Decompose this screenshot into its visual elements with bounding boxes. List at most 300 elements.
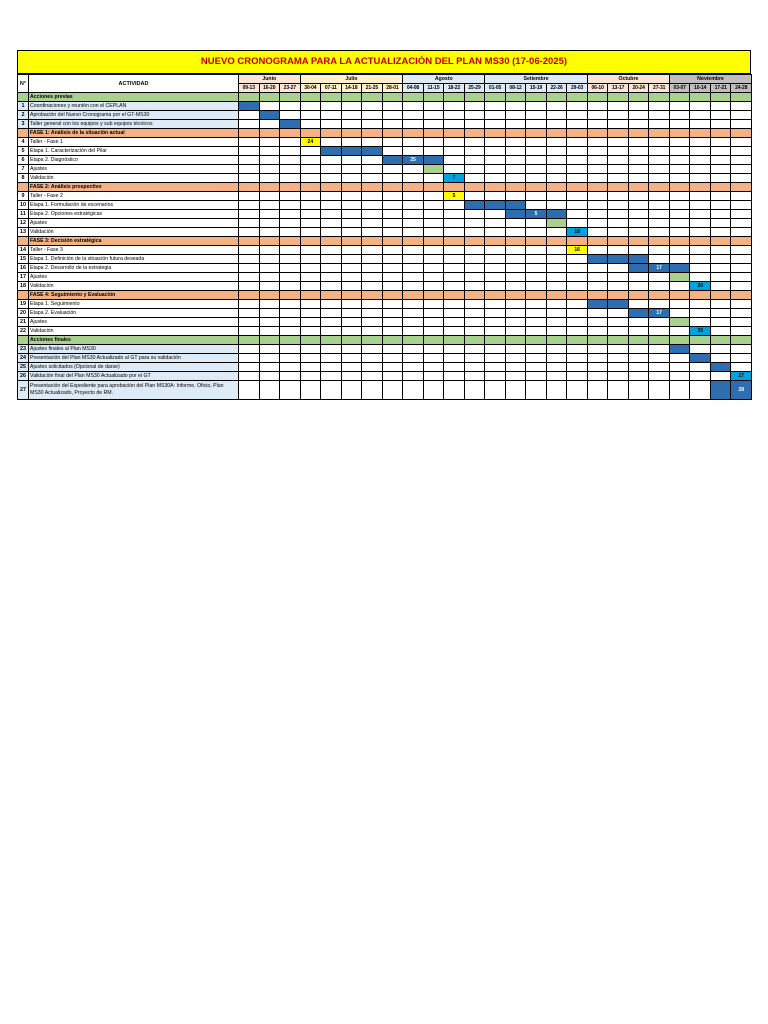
gantt-empty-cell [710, 354, 731, 363]
gantt-bar-cell [710, 381, 731, 400]
gantt-empty-cell [423, 273, 444, 282]
gantt-empty-cell [731, 363, 752, 372]
gantt-empty-cell [669, 192, 690, 201]
gantt-empty-cell [280, 318, 301, 327]
gantt-empty-cell [526, 363, 547, 372]
gantt-empty-cell [731, 264, 752, 273]
gantt-empty-cell [239, 291, 260, 300]
gantt-empty-cell [710, 345, 731, 354]
gantt-empty-cell [341, 372, 362, 381]
gantt-empty-cell [239, 120, 260, 129]
gantt-empty-cell [362, 228, 383, 237]
activity-label: Taller - Fase 3 [29, 246, 239, 255]
gantt-empty-cell [628, 381, 649, 400]
gantt-empty-cell [403, 129, 424, 138]
gantt-empty-cell [321, 111, 342, 120]
month-header: Noviembre [669, 75, 751, 84]
gantt-empty-cell [341, 183, 362, 192]
gantt-bar-cell [669, 273, 690, 282]
gantt-empty-cell [587, 129, 608, 138]
gantt-empty-cell [567, 327, 588, 336]
gantt-empty-cell [382, 201, 403, 210]
gantt-empty-cell [505, 381, 526, 400]
gantt-bar-cell [628, 309, 649, 318]
activity-label: Ajustes [29, 318, 239, 327]
gantt-empty-cell [423, 237, 444, 246]
gantt-bar-cell [710, 363, 731, 372]
gantt-empty-cell [505, 165, 526, 174]
gantt-empty-cell [321, 273, 342, 282]
row-number: 4 [18, 138, 29, 147]
gantt-bar-cell [341, 147, 362, 156]
gantt-empty-cell [587, 309, 608, 318]
gantt-empty-cell [321, 327, 342, 336]
gantt-empty-cell [649, 282, 670, 291]
gantt-empty-cell [341, 309, 362, 318]
gantt-empty-cell [485, 309, 506, 318]
gantt-empty-cell [362, 246, 383, 255]
gantt-empty-cell [239, 174, 260, 183]
row-number: 7 [18, 165, 29, 174]
gantt-empty-cell [239, 354, 260, 363]
gantt-empty-cell [649, 156, 670, 165]
gantt-empty-cell [505, 102, 526, 111]
gantt-empty-cell [444, 291, 465, 300]
week-header: 30-04 [300, 84, 321, 93]
gantt-empty-cell [649, 102, 670, 111]
gantt-empty-cell [300, 174, 321, 183]
week-header: 28-01 [382, 84, 403, 93]
gantt-empty-cell [321, 291, 342, 300]
gantt-empty-cell [382, 300, 403, 309]
gantt-empty-cell [321, 309, 342, 318]
gantt-empty-cell [608, 138, 629, 147]
gantt-empty-cell [567, 192, 588, 201]
gantt-empty-cell [403, 291, 424, 300]
gantt-empty-cell [362, 381, 383, 400]
gantt-empty-cell [485, 246, 506, 255]
row-number: 2 [18, 111, 29, 120]
gantt-empty-cell [423, 309, 444, 318]
gantt-empty-cell [669, 246, 690, 255]
gantt-empty-cell [444, 318, 465, 327]
gantt-empty-cell [587, 219, 608, 228]
gantt-bar-cell [505, 201, 526, 210]
gantt-empty-cell [690, 129, 711, 138]
activity-row [18, 282, 752, 291]
row-number: 21 [18, 318, 29, 327]
gantt-empty-cell [649, 111, 670, 120]
gantt-empty-cell [321, 345, 342, 354]
gantt-empty-cell [649, 255, 670, 264]
gantt-empty-cell [464, 336, 485, 345]
gantt-empty-cell [628, 354, 649, 363]
gantt-empty-cell [546, 327, 567, 336]
gantt-empty-cell [669, 363, 690, 372]
gantt-empty-cell [690, 120, 711, 129]
gantt-empty-cell [259, 273, 280, 282]
gantt-empty-cell [628, 219, 649, 228]
activity-row [18, 102, 752, 111]
gantt-empty-cell [444, 354, 465, 363]
gantt-empty-cell [259, 138, 280, 147]
gantt-empty-cell [485, 282, 506, 291]
gantt-empty-cell [710, 102, 731, 111]
gantt-bar-cell [608, 255, 629, 264]
gantt-empty-cell [239, 336, 260, 345]
gantt-empty-cell [382, 237, 403, 246]
gantt-bar-cell [587, 255, 608, 264]
gantt-empty-cell [239, 273, 260, 282]
gantt-bar-cell [546, 219, 567, 228]
gantt-empty-cell [423, 381, 444, 400]
gantt-empty-cell [608, 111, 629, 120]
gantt-empty-cell [669, 291, 690, 300]
gantt-empty-cell [403, 354, 424, 363]
month-header: Julio [300, 75, 403, 84]
gantt-empty-cell [690, 246, 711, 255]
gantt-empty-cell [649, 237, 670, 246]
gantt-empty-cell [649, 363, 670, 372]
gantt-empty-cell [731, 120, 752, 129]
gantt-empty-cell [710, 282, 731, 291]
gantt-empty-cell [382, 318, 403, 327]
row-number [18, 93, 29, 102]
row-number: 27 [18, 381, 29, 400]
activity-label: Taller - Fase 2 [29, 192, 239, 201]
gantt-empty-cell [341, 201, 362, 210]
week-header: 29-03 [567, 84, 588, 93]
activity-label: Etapa 1. Caracterización del Pilar [29, 147, 239, 156]
gantt-empty-cell [444, 147, 465, 156]
gantt-empty-cell [321, 255, 342, 264]
gantt-empty-cell [403, 246, 424, 255]
gantt-empty-cell [423, 255, 444, 264]
gantt-empty-cell [587, 165, 608, 174]
gantt-empty-cell [444, 273, 465, 282]
gantt-empty-cell [546, 147, 567, 156]
gantt-empty-cell [710, 255, 731, 264]
gantt-empty-cell [464, 165, 485, 174]
gantt-empty-cell [423, 138, 444, 147]
gantt-empty-cell [239, 111, 260, 120]
gantt-empty-cell [464, 273, 485, 282]
gantt-empty-cell [587, 201, 608, 210]
gantt-empty-cell [485, 156, 506, 165]
gantt-empty-cell [731, 147, 752, 156]
gantt-empty-cell [628, 147, 649, 156]
gantt-empty-cell [587, 228, 608, 237]
gantt-empty-cell [403, 183, 424, 192]
gantt-empty-cell [546, 165, 567, 174]
gantt-empty-cell [649, 327, 670, 336]
gantt-empty-cell [628, 300, 649, 309]
gantt-empty-cell [669, 237, 690, 246]
gantt-empty-cell [464, 255, 485, 264]
activity-label: Presentación del Plan MS30 Actualizado al GT para su validación [29, 354, 239, 363]
gantt-empty-cell [669, 372, 690, 381]
gantt-empty-cell [526, 300, 547, 309]
gantt-empty-cell [403, 273, 424, 282]
gantt-empty-cell [608, 156, 629, 165]
gantt-empty-cell [321, 372, 342, 381]
gantt-empty-cell [669, 255, 690, 264]
gantt-empty-cell [259, 291, 280, 300]
gantt-empty-cell [382, 336, 403, 345]
week-header: 27-31 [649, 84, 670, 93]
gantt-empty-cell [300, 102, 321, 111]
gantt-empty-cell [546, 102, 567, 111]
gantt-empty-cell [505, 156, 526, 165]
gantt-empty-cell [669, 300, 690, 309]
gantt-empty-cell [444, 183, 465, 192]
gantt-empty-cell [669, 129, 690, 138]
gantt-empty-cell [526, 174, 547, 183]
gantt-bar-cell [608, 300, 629, 309]
gantt-empty-cell [731, 156, 752, 165]
gantt-empty-cell [300, 246, 321, 255]
gantt-empty-cell [649, 120, 670, 129]
gantt-empty-cell [710, 327, 731, 336]
gantt-empty-cell [690, 156, 711, 165]
gantt-empty-cell [505, 336, 526, 345]
row-number: 14 [18, 246, 29, 255]
gantt-empty-cell [321, 201, 342, 210]
gantt-empty-cell [587, 246, 608, 255]
gantt-empty-cell [464, 129, 485, 138]
gantt-empty-cell [239, 327, 260, 336]
week-header: 08-12 [505, 84, 526, 93]
gantt-empty-cell [710, 372, 731, 381]
gantt-empty-cell [382, 219, 403, 228]
week-header: 07-11 [321, 84, 342, 93]
gantt-empty-cell [731, 165, 752, 174]
gantt-empty-cell [382, 165, 403, 174]
gantt-empty-cell [628, 291, 649, 300]
gantt-empty-cell [485, 93, 506, 102]
gantt-empty-cell [546, 111, 567, 120]
gantt-bar-cell [628, 255, 649, 264]
gantt-empty-cell [731, 219, 752, 228]
gantt-empty-cell [567, 138, 588, 147]
gantt-empty-cell [649, 192, 670, 201]
gantt-empty-cell [731, 210, 752, 219]
gantt-empty-cell [690, 291, 711, 300]
gantt-empty-cell [731, 138, 752, 147]
gantt-empty-cell [628, 129, 649, 138]
gantt-empty-cell [464, 372, 485, 381]
gantt-empty-cell [403, 318, 424, 327]
gantt-empty-cell [403, 219, 424, 228]
gantt-empty-cell [485, 147, 506, 156]
gantt-empty-cell [280, 174, 301, 183]
gantt-empty-cell [382, 174, 403, 183]
gantt-empty-cell [608, 381, 629, 400]
gantt-empty-cell [505, 147, 526, 156]
gantt-empty-cell [587, 264, 608, 273]
gantt-empty-cell [300, 219, 321, 228]
week-header: 03-07 [669, 84, 690, 93]
gantt-empty-cell [362, 264, 383, 273]
gantt-empty-cell [280, 201, 301, 210]
gantt-empty-cell [444, 156, 465, 165]
gantt-empty-cell [526, 336, 547, 345]
gantt-empty-cell [710, 174, 731, 183]
gantt-empty-cell [259, 354, 280, 363]
gantt-empty-cell [403, 381, 424, 400]
gantt-empty-cell [526, 282, 547, 291]
gantt-empty-cell [280, 282, 301, 291]
gantt-empty-cell [444, 237, 465, 246]
gantt-empty-cell [444, 372, 465, 381]
gantt-empty-cell [382, 327, 403, 336]
row-number: 5 [18, 147, 29, 156]
gantt-empty-cell [526, 138, 547, 147]
gantt-empty-cell [259, 300, 280, 309]
gantt-empty-cell [526, 264, 547, 273]
gantt-empty-cell [526, 201, 547, 210]
gantt-empty-cell [608, 291, 629, 300]
week-header: 24-28 [731, 84, 752, 93]
gantt-empty-cell [239, 363, 260, 372]
gantt-empty-cell [382, 102, 403, 111]
gantt-empty-cell [382, 372, 403, 381]
gantt-empty-cell [403, 210, 424, 219]
gantt-empty-cell [505, 264, 526, 273]
gantt-empty-cell [341, 255, 362, 264]
gantt-empty-cell [403, 255, 424, 264]
week-header: 14-18 [341, 84, 362, 93]
gantt-bar-cell: 30 [690, 327, 711, 336]
activity-label: Taller general con los equipos y sub equipos técnicos [29, 120, 239, 129]
gantt-empty-cell [669, 210, 690, 219]
gantt-empty-cell [567, 210, 588, 219]
week-header: 13-17 [608, 84, 629, 93]
activity-label: Etapa 2. Diagnóstico [29, 156, 239, 165]
gantt-empty-cell [608, 237, 629, 246]
gantt-empty-cell [341, 165, 362, 174]
gantt-empty-cell [382, 363, 403, 372]
gantt-empty-cell [444, 345, 465, 354]
gantt-empty-cell [341, 381, 362, 400]
activity-row [18, 120, 752, 129]
gantt-empty-cell [669, 120, 690, 129]
gantt-empty-cell [731, 192, 752, 201]
gantt-empty-cell [362, 273, 383, 282]
gantt-empty-cell [710, 336, 731, 345]
gantt-empty-cell [341, 318, 362, 327]
gantt-empty-cell [362, 201, 383, 210]
activity-row [18, 354, 752, 363]
activity-row [18, 174, 752, 183]
gantt-empty-cell [280, 354, 301, 363]
gantt-empty-cell [546, 120, 567, 129]
gantt-empty-cell [423, 147, 444, 156]
gantt-empty-cell [300, 318, 321, 327]
gantt-empty-cell [300, 291, 321, 300]
gantt-empty-cell [690, 237, 711, 246]
activity-row [18, 300, 752, 309]
gantt-empty-cell [608, 273, 629, 282]
gantt-bar-cell: 17 [649, 309, 670, 318]
gantt-empty-cell [587, 345, 608, 354]
gantt-empty-cell [300, 183, 321, 192]
gantt-empty-cell [300, 237, 321, 246]
gantt-empty-cell [731, 354, 752, 363]
gantt-empty-cell [587, 318, 608, 327]
gantt-empty-cell [710, 192, 731, 201]
row-number: 13 [18, 228, 29, 237]
gantt-empty-cell [669, 111, 690, 120]
gantt-empty-cell [690, 255, 711, 264]
gantt-empty-cell [341, 111, 362, 120]
gantt-empty-cell [690, 318, 711, 327]
gantt-empty-cell [731, 174, 752, 183]
gantt-empty-cell [567, 336, 588, 345]
gantt-empty-cell [259, 309, 280, 318]
gantt-empty-cell [546, 300, 567, 309]
gantt-empty-cell [567, 381, 588, 400]
gantt-empty-cell [464, 228, 485, 237]
gantt-empty-cell [423, 336, 444, 345]
gantt-empty-cell [239, 219, 260, 228]
row-number [18, 291, 29, 300]
gantt-empty-cell [321, 336, 342, 345]
gantt-empty-cell [259, 147, 280, 156]
gantt-empty-cell [669, 228, 690, 237]
gantt-empty-cell [567, 165, 588, 174]
gantt-empty-cell [464, 300, 485, 309]
gantt-empty-cell [403, 192, 424, 201]
gantt-empty-cell [300, 111, 321, 120]
gantt-empty-cell [362, 300, 383, 309]
gantt-empty-cell [526, 318, 547, 327]
gantt-empty-cell [485, 192, 506, 201]
gantt-empty-cell [669, 165, 690, 174]
gantt-empty-cell [464, 219, 485, 228]
gantt-empty-cell [300, 372, 321, 381]
gantt-empty-cell [567, 309, 588, 318]
gantt-empty-cell [403, 327, 424, 336]
gantt-empty-cell [669, 174, 690, 183]
gantt-empty-cell [464, 210, 485, 219]
gantt-empty-cell [649, 93, 670, 102]
gantt-empty-cell [546, 372, 567, 381]
gantt-empty-cell [403, 102, 424, 111]
gantt-empty-cell [505, 120, 526, 129]
gantt-empty-cell [259, 120, 280, 129]
gantt-empty-cell [505, 192, 526, 201]
gantt-empty-cell [362, 210, 383, 219]
gantt-empty-cell [464, 120, 485, 129]
activity-label: Aprobación del Nuevo Cronograma por el GT-MS30 [29, 111, 239, 120]
gantt-empty-cell [321, 246, 342, 255]
gantt-empty-cell [649, 129, 670, 138]
gantt-bar-cell [690, 354, 711, 363]
gantt-empty-cell [485, 345, 506, 354]
gantt-empty-cell [239, 345, 260, 354]
activity-label: Etapa 1. Definición de la situación futura deseada [29, 255, 239, 264]
row-number [18, 336, 29, 345]
gantt-empty-cell [546, 156, 567, 165]
gantt-empty-cell [382, 273, 403, 282]
gantt-empty-cell [649, 318, 670, 327]
gantt-empty-cell [280, 138, 301, 147]
gantt-empty-cell [485, 300, 506, 309]
gantt-empty-cell [300, 201, 321, 210]
gantt-empty-cell [567, 318, 588, 327]
gantt-empty-cell [362, 309, 383, 318]
